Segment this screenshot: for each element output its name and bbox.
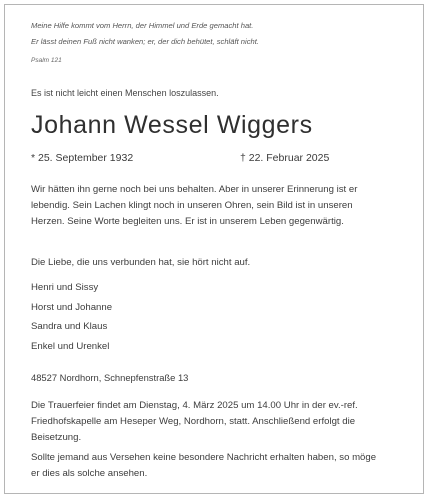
remembrance-paragraph bbox=[31, 182, 411, 230]
address: 48527 Nordhorn, Schnepfenstraße 13 bbox=[31, 372, 189, 383]
psalm-quote bbox=[31, 18, 259, 50]
mourner-entry: Enkel und Urenkel bbox=[31, 340, 110, 352]
funeral-line: Die Trauerfeier findet am Dienstag, 4. März 2025 um 14.00 Uhr in der ev.-ref. bbox=[31, 400, 358, 411]
intro-text: Es ist nicht leicht einen Menschen loszulassen. bbox=[31, 88, 219, 98]
funeral-info bbox=[31, 398, 411, 446]
psalm-line-2: Er lässt deinen Fuß nicht wanken; er, der dich behütet, schläft nicht. bbox=[31, 37, 259, 46]
mourner-entry: Henri und Sissy bbox=[31, 282, 99, 293]
closing-line: Sollte jemand aus Versehen keine besondere Nachricht erhalten haben, so möge bbox=[31, 452, 377, 463]
remembrance-line: lebendig. Sein Lachen klingt noch in unseren Ohren, sein Bild ist in unseren bbox=[31, 200, 353, 211]
funeral-line: Friedhofskapelle am Heseper Weg, Nordhorn, statt. Anschließend erfolgt die bbox=[31, 416, 356, 427]
deceased-name: Johann Wessel Wiggers bbox=[31, 111, 313, 139]
remembrance-line: Herzen. Seine Worte begleiten uns. Er ist in unserem Leben gegenwärtig. bbox=[31, 216, 344, 227]
psalm-reference: Psalm 121 bbox=[31, 57, 62, 64]
psalm-line-1: Meine Hilfe kommt vom Herrn, der Himmel und Erde gemacht hat. bbox=[31, 21, 254, 30]
funeral-line: Beisetzung. bbox=[31, 432, 82, 443]
mourner-entry: Horst und Johanne bbox=[31, 301, 113, 313]
mourners-list bbox=[31, 278, 112, 356]
remembrance-line: Wir hätten ihn gerne noch bei uns behalten. Aber in unserer Erinnerung ist er bbox=[31, 184, 358, 195]
closing-line: er dies als solche ansehen. bbox=[31, 468, 148, 479]
birth-date: * 25. September 1932 bbox=[31, 152, 134, 164]
death-date: † 22. Februar 2025 bbox=[240, 152, 330, 164]
closing-note bbox=[31, 450, 411, 482]
mourner-entry: Sandra und Klaus bbox=[31, 321, 108, 332]
love-quote: Die Liebe, die uns verbunden hat, sie hört nicht auf. bbox=[31, 257, 251, 268]
